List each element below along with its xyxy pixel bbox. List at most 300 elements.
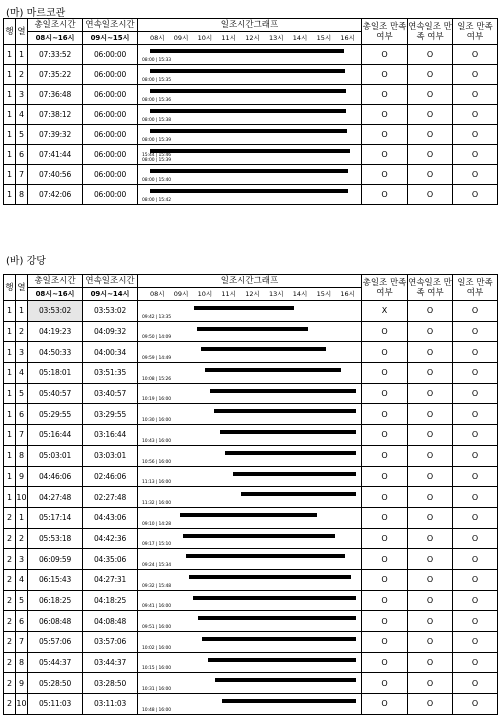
total-ok-mark: O xyxy=(362,165,408,185)
cont-ok-mark: O xyxy=(408,673,453,694)
sunlight-bar xyxy=(215,678,356,682)
cont-ok-mark: O xyxy=(408,569,453,590)
sunlight-graph xyxy=(138,383,362,404)
row-number: 2 xyxy=(4,590,16,611)
total-ok-mark: O xyxy=(362,673,408,694)
sunlight-times: 09:41 | 16:00 xyxy=(142,604,172,610)
header-row: 행 xyxy=(4,275,16,301)
sunlight-bar xyxy=(150,189,348,193)
cont-range: 09시~14시 xyxy=(83,288,138,301)
hour-label: 11시 xyxy=(221,290,236,298)
total-sunlight: 06:08:48 xyxy=(28,611,83,632)
row-number: 1 xyxy=(4,145,16,165)
sunlight-times: 08:00 | 15:39 xyxy=(142,138,172,143)
table-row xyxy=(4,694,498,715)
row-number: 1 xyxy=(4,105,16,125)
sunlight-bar xyxy=(214,409,356,413)
col-number: 5 xyxy=(16,125,28,145)
table-row xyxy=(4,652,498,673)
sun-ok-mark: O xyxy=(453,652,498,673)
total-sunlight: 05:16:44 xyxy=(28,425,83,446)
total-sunlight: 06:15:43 xyxy=(28,569,83,590)
header-total: 총일조시간 xyxy=(28,19,83,32)
sunlight-bar xyxy=(150,149,350,153)
row-number: 2 xyxy=(4,549,16,570)
sunlight-times: 09:10 | 14:28 xyxy=(142,521,172,527)
sunlight-times: 10:02 | 16:00 xyxy=(142,645,172,651)
total-sunlight: 07:33:52 xyxy=(28,45,83,65)
sunlight-times: 15:44 | 15:46 08:00 | 15:39 xyxy=(142,153,172,163)
total-sunlight: 05:40:57 xyxy=(28,383,83,404)
sunlight-times: 09:59 | 14:49 xyxy=(142,356,172,362)
continuous-sunlight: 06:00:00 xyxy=(83,145,138,165)
header-graph: 일조시간그래프 xyxy=(138,275,362,288)
table-row xyxy=(4,65,498,85)
continuous-sunlight: 06:00:00 xyxy=(83,105,138,125)
sunlight-bar xyxy=(150,49,344,53)
sun-ok-mark: O xyxy=(453,425,498,446)
sunlight-bar xyxy=(193,596,356,600)
sun-ok-mark: O xyxy=(453,321,498,342)
row-number: 1 xyxy=(4,185,16,205)
total-sunlight: 05:29:55 xyxy=(28,404,83,425)
row-number: 1 xyxy=(4,363,16,384)
cont-ok-mark: O xyxy=(408,125,453,145)
sunlight-bar xyxy=(241,492,356,496)
col-number: 9 xyxy=(16,466,28,487)
col-number: 7 xyxy=(16,425,28,446)
sun-ok-mark: O xyxy=(453,185,498,205)
sunlight-graph xyxy=(138,105,362,125)
table-row xyxy=(4,673,498,694)
sun-ok-mark: O xyxy=(453,549,498,570)
total-ok-mark: O xyxy=(362,45,408,65)
table-row xyxy=(4,549,498,570)
continuous-sunlight: 06:00:00 xyxy=(83,125,138,145)
col-number: 4 xyxy=(16,363,28,384)
sun-ok-mark: O xyxy=(453,445,498,466)
hour-label: 15시 xyxy=(316,34,332,42)
continuous-sunlight: 02:27:48 xyxy=(83,487,138,508)
table-row xyxy=(4,487,498,508)
continuous-sunlight: 03:51:35 xyxy=(83,363,138,384)
table-row xyxy=(4,363,498,384)
sunlight-times: 09:32 | 15:48 xyxy=(142,583,172,589)
hour-label: 10시 xyxy=(197,34,213,42)
header-continuous: 연속일조시간 xyxy=(83,19,138,32)
total-sunlight: 05:44:37 xyxy=(28,652,83,673)
sun-ok-mark: O xyxy=(453,125,498,145)
total-sunlight: 05:57:06 xyxy=(28,632,83,653)
row-number: 1 xyxy=(4,45,16,65)
header-sun-ok: 일조 만족 여부 xyxy=(453,19,498,45)
sunlight-graph xyxy=(138,487,362,508)
hour-label: 16시 xyxy=(340,290,355,298)
header-col: 열 xyxy=(16,19,28,45)
sunlight-bar xyxy=(202,637,356,641)
sunlight-bar xyxy=(233,472,356,476)
total-ok-mark: O xyxy=(362,342,408,363)
sunlight-times: 10:56 | 16:00 xyxy=(142,459,172,465)
header-cont-ok: 연속일조 만족 여부 xyxy=(408,275,453,301)
sunlight-graph xyxy=(138,528,362,549)
sunlight-graph xyxy=(138,145,362,165)
row-number: 2 xyxy=(4,611,16,632)
table-row xyxy=(4,383,498,404)
hour-label: 09시 xyxy=(173,290,189,298)
sunlight-graph xyxy=(138,125,362,145)
total-ok-mark: X xyxy=(362,301,408,322)
continuous-sunlight: 03:29:55 xyxy=(83,404,138,425)
header-total: 총일조시간 xyxy=(28,275,83,288)
continuous-sunlight: 04:27:31 xyxy=(83,569,138,590)
sunlight-graph xyxy=(138,342,362,363)
total-sunlight: 06:09:59 xyxy=(28,549,83,570)
sunlight-bar xyxy=(210,389,356,393)
col-number: 4 xyxy=(16,105,28,125)
continuous-sunlight: 04:09:32 xyxy=(83,321,138,342)
continuous-sunlight: 03:16:44 xyxy=(83,425,138,446)
sun-ok-mark: O xyxy=(453,301,498,322)
continuous-sunlight: 03:03:01 xyxy=(83,445,138,466)
total-ok-mark: O xyxy=(362,694,408,715)
row-number: 1 xyxy=(4,383,16,404)
section-title-marco: (마) 마르코관 xyxy=(6,8,66,19)
sunlight-graph xyxy=(138,694,362,715)
continuous-sunlight: 06:00:00 xyxy=(83,45,138,65)
hour-label: 16시 xyxy=(340,34,355,42)
header-graph: 일조시간그래프 xyxy=(138,19,362,32)
row-number: 2 xyxy=(4,528,16,549)
cont-ok-mark: O xyxy=(408,507,453,528)
cont-ok-mark: O xyxy=(408,528,453,549)
sunlight-times: 10:30 | 16:00 xyxy=(142,418,172,424)
sunlight-times: 09:17 | 15:10 xyxy=(142,542,172,548)
sunlight-graph xyxy=(138,404,362,425)
cont-ok-mark: O xyxy=(408,65,453,85)
continuous-sunlight: 04:08:48 xyxy=(83,611,138,632)
row-number: 1 xyxy=(4,342,16,363)
table-row xyxy=(4,125,498,145)
header-total-ok: 총일조 만족 여부 xyxy=(362,19,408,45)
sunlight-graph xyxy=(138,466,362,487)
total-sunlight: 07:42:06 xyxy=(28,185,83,205)
total-range: 08시~16시 xyxy=(28,32,83,45)
sun-ok-mark: O xyxy=(453,65,498,85)
sunlight-graph xyxy=(138,507,362,528)
sunlight-graph xyxy=(138,673,362,694)
sunlight-graph xyxy=(138,363,362,384)
col-number: 1 xyxy=(16,301,28,322)
sunlight-bar xyxy=(194,306,294,310)
total-sunlight: 04:46:06 xyxy=(28,466,83,487)
continuous-sunlight: 03:57:06 xyxy=(83,632,138,653)
total-sunlight: 05:53:18 xyxy=(28,528,83,549)
table-row xyxy=(4,590,498,611)
total-ok-mark: O xyxy=(362,185,408,205)
hour-label: 15시 xyxy=(316,290,332,298)
hour-label: 14시 xyxy=(292,290,308,298)
cont-ok-mark: O xyxy=(408,466,453,487)
row-number: 1 xyxy=(4,85,16,105)
cont-ok-mark: O xyxy=(408,363,453,384)
sunlight-graph xyxy=(138,85,362,105)
row-number: 1 xyxy=(4,487,16,508)
sunlight-times: 08:00 | 15:42 xyxy=(142,198,172,203)
sunlight-times: 10:48 | 16:00 xyxy=(142,707,172,713)
cont-ok-mark: O xyxy=(408,549,453,570)
col-number: 7 xyxy=(16,632,28,653)
table-row xyxy=(4,528,498,549)
total-sunlight: 07:36:48 xyxy=(28,85,83,105)
cont-ok-mark: O xyxy=(408,487,453,508)
total-ok-mark: O xyxy=(362,611,408,632)
sunlight-times: 10:15 | 16:00 xyxy=(142,666,172,672)
total-ok-mark: O xyxy=(362,590,408,611)
sunlight-table-auditorium xyxy=(3,274,498,715)
sunlight-bar xyxy=(222,699,356,703)
cont-ok-mark: O xyxy=(408,342,453,363)
col-number: 2 xyxy=(16,65,28,85)
sunlight-graph xyxy=(138,445,362,466)
sun-ok-mark: O xyxy=(453,632,498,653)
total-ok-mark: O xyxy=(362,145,408,165)
total-range: 08시~16시 xyxy=(28,288,83,301)
sunlight-bar xyxy=(201,347,326,351)
sunlight-bar xyxy=(189,575,350,579)
col-number: 6 xyxy=(16,404,28,425)
sunlight-graph xyxy=(138,165,362,185)
total-ok-mark: O xyxy=(362,632,408,653)
continuous-sunlight: 03:53:02 xyxy=(83,301,138,322)
cont-ok-mark: O xyxy=(408,85,453,105)
hour-labels xyxy=(138,289,361,299)
total-sunlight: 07:41:44 xyxy=(28,145,83,165)
table-row xyxy=(4,632,498,653)
col-number: 3 xyxy=(16,549,28,570)
cont-ok-mark: O xyxy=(408,185,453,205)
hour-label: 10시 xyxy=(197,290,213,298)
total-ok-mark: O xyxy=(362,404,408,425)
hour-axis xyxy=(138,32,362,45)
sun-ok-mark: O xyxy=(453,383,498,404)
total-ok-mark: O xyxy=(362,363,408,384)
sunlight-times: 10:08 | 15:26 xyxy=(142,376,172,382)
row-number: 2 xyxy=(4,507,16,528)
table-row xyxy=(4,569,498,590)
continuous-sunlight: 04:35:06 xyxy=(83,549,138,570)
sunlight-times: 10:43 | 16:00 xyxy=(142,438,172,444)
sunlight-bar xyxy=(150,129,347,133)
sun-ok-mark: O xyxy=(453,342,498,363)
table-row xyxy=(4,507,498,528)
sun-ok-mark: O xyxy=(453,487,498,508)
sunlight-graph xyxy=(138,425,362,446)
sunlight-times: 08:00 | 15:38 xyxy=(142,118,172,123)
total-sunlight: 03:53:02 xyxy=(28,301,83,322)
table-row xyxy=(4,145,498,165)
continuous-sunlight: 04:43:06 xyxy=(83,507,138,528)
continuous-sunlight: 06:00:00 xyxy=(83,85,138,105)
total-ok-mark: O xyxy=(362,487,408,508)
sunlight-bar xyxy=(186,554,345,558)
sun-ok-mark: O xyxy=(453,165,498,185)
total-sunlight: 07:35:22 xyxy=(28,65,83,85)
cont-ok-mark: O xyxy=(408,425,453,446)
sun-ok-mark: O xyxy=(453,528,498,549)
table-row xyxy=(4,342,498,363)
col-number: 5 xyxy=(16,590,28,611)
hour-labels xyxy=(138,33,361,43)
row-number: 1 xyxy=(4,466,16,487)
sun-ok-mark: O xyxy=(453,590,498,611)
cont-ok-mark: O xyxy=(408,404,453,425)
sunlight-times: 09:50 | 14:09 xyxy=(142,335,172,341)
sunlight-bar xyxy=(183,534,335,538)
continuous-sunlight: 03:44:37 xyxy=(83,652,138,673)
total-ok-mark: O xyxy=(362,549,408,570)
sunlight-graph xyxy=(138,652,362,673)
table-row xyxy=(4,466,498,487)
hour-label: 12시 xyxy=(245,34,260,42)
sun-ok-mark: O xyxy=(453,85,498,105)
total-ok-mark: O xyxy=(362,425,408,446)
cont-ok-mark: O xyxy=(408,321,453,342)
sunlight-graph xyxy=(138,321,362,342)
sunlight-bar xyxy=(150,89,346,93)
sunlight-times: 11:32 | 16:00 xyxy=(142,500,172,506)
col-number: 6 xyxy=(16,611,28,632)
continuous-sunlight: 06:00:00 xyxy=(83,65,138,85)
col-number: 8 xyxy=(16,652,28,673)
sunlight-graph xyxy=(138,611,362,632)
table-row xyxy=(4,301,498,322)
header-sun-ok: 일조 만족 여부 xyxy=(453,275,498,301)
cont-ok-mark: O xyxy=(408,590,453,611)
table-row xyxy=(4,611,498,632)
sunlight-times: 09:24 | 15:34 xyxy=(142,562,172,568)
sunlight-bar xyxy=(198,616,356,620)
sun-ok-mark: O xyxy=(453,611,498,632)
hour-axis xyxy=(138,288,362,301)
table-row xyxy=(4,85,498,105)
continuous-sunlight: 04:42:36 xyxy=(83,528,138,549)
cont-ok-mark: O xyxy=(408,632,453,653)
sunlight-times: 09:51 | 16:00 xyxy=(142,625,172,630)
sunlight-table-marco xyxy=(3,18,498,205)
hour-label: 14시 xyxy=(292,34,308,42)
col-number: 3 xyxy=(16,342,28,363)
sun-ok-mark: O xyxy=(453,45,498,65)
continuous-sunlight: 04:00:34 xyxy=(83,342,138,363)
col-number: 8 xyxy=(16,185,28,205)
sunlight-times: 08:00 | 15:36 xyxy=(142,98,172,103)
total-ok-mark: O xyxy=(362,445,408,466)
table-row xyxy=(4,165,498,185)
header-total-ok: 총일조 만족 여부 xyxy=(362,275,408,301)
total-ok-mark: O xyxy=(362,105,408,125)
row-number: 1 xyxy=(4,445,16,466)
total-sunlight: 05:18:01 xyxy=(28,363,83,384)
total-ok-mark: O xyxy=(362,569,408,590)
continuous-sunlight: 02:46:06 xyxy=(83,466,138,487)
sunlight-graph xyxy=(138,569,362,590)
col-number: 8 xyxy=(16,445,28,466)
hour-label: 08시 xyxy=(150,290,165,298)
header-continuous: 연속일조시간 xyxy=(83,275,138,288)
sunlight-times: 09:42 | 13:35 xyxy=(142,314,172,320)
sunlight-graph xyxy=(138,301,362,322)
table-row xyxy=(4,404,498,425)
sunlight-times: 08:00 | 15:33 xyxy=(142,58,172,63)
cont-ok-mark: O xyxy=(408,445,453,466)
col-number: 2 xyxy=(16,528,28,549)
continuous-sunlight: 06:00:00 xyxy=(83,165,138,185)
header-cont-ok: 연속일조 만족 여부 xyxy=(408,19,453,45)
table-row xyxy=(4,425,498,446)
sunlight-graph xyxy=(138,632,362,653)
hour-label: 12시 xyxy=(245,290,260,298)
sunlight-times: 08:00 | 15:35 xyxy=(142,78,172,83)
total-sunlight: 05:28:50 xyxy=(28,673,83,694)
sunlight-times: 08:00 | 15:40 xyxy=(142,178,172,183)
total-ok-mark: O xyxy=(362,652,408,673)
cont-ok-mark: O xyxy=(408,652,453,673)
total-sunlight: 05:17:14 xyxy=(28,507,83,528)
sunlight-times: 11:13 | 16:00 xyxy=(142,480,172,486)
col-number: 4 xyxy=(16,569,28,590)
sunlight-bar xyxy=(150,69,345,73)
total-ok-mark: O xyxy=(362,466,408,487)
total-sunlight: 06:18:25 xyxy=(28,590,83,611)
total-sunlight: 04:19:23 xyxy=(28,321,83,342)
sunlight-bar xyxy=(220,430,356,434)
total-ok-mark: O xyxy=(362,85,408,105)
continuous-sunlight: 04:18:25 xyxy=(83,590,138,611)
col-number: 1 xyxy=(16,507,28,528)
sunlight-bar xyxy=(225,451,356,455)
sunlight-graph xyxy=(138,185,362,205)
total-sunlight: 07:38:12 xyxy=(28,105,83,125)
total-ok-mark: O xyxy=(362,65,408,85)
total-ok-mark: O xyxy=(362,125,408,145)
total-sunlight: 07:40:56 xyxy=(28,165,83,185)
row-number: 1 xyxy=(4,65,16,85)
sunlight-graph xyxy=(138,590,362,611)
col-number: 7 xyxy=(16,165,28,185)
table-row xyxy=(4,185,498,205)
cont-ok-mark: O xyxy=(408,611,453,632)
sun-ok-mark: O xyxy=(453,105,498,125)
sun-ok-mark: O xyxy=(453,569,498,590)
cont-ok-mark: O xyxy=(408,45,453,65)
sunlight-times: 10:19 | 16:00 xyxy=(142,397,172,403)
row-number: 2 xyxy=(4,569,16,590)
col-number: 10 xyxy=(16,487,28,508)
cont-ok-mark: O xyxy=(408,165,453,185)
section-title-auditorium: (바) 강당 xyxy=(6,256,46,267)
cont-ok-mark: O xyxy=(408,301,453,322)
row-number: 2 xyxy=(4,694,16,715)
table-row xyxy=(4,445,498,466)
sun-ok-mark: O xyxy=(453,466,498,487)
sun-ok-mark: O xyxy=(453,507,498,528)
hour-label: 13시 xyxy=(268,290,284,298)
hour-label: 13시 xyxy=(268,34,284,42)
col-number: 2 xyxy=(16,321,28,342)
sun-ok-mark: O xyxy=(453,694,498,715)
row-number: 1 xyxy=(4,301,16,322)
